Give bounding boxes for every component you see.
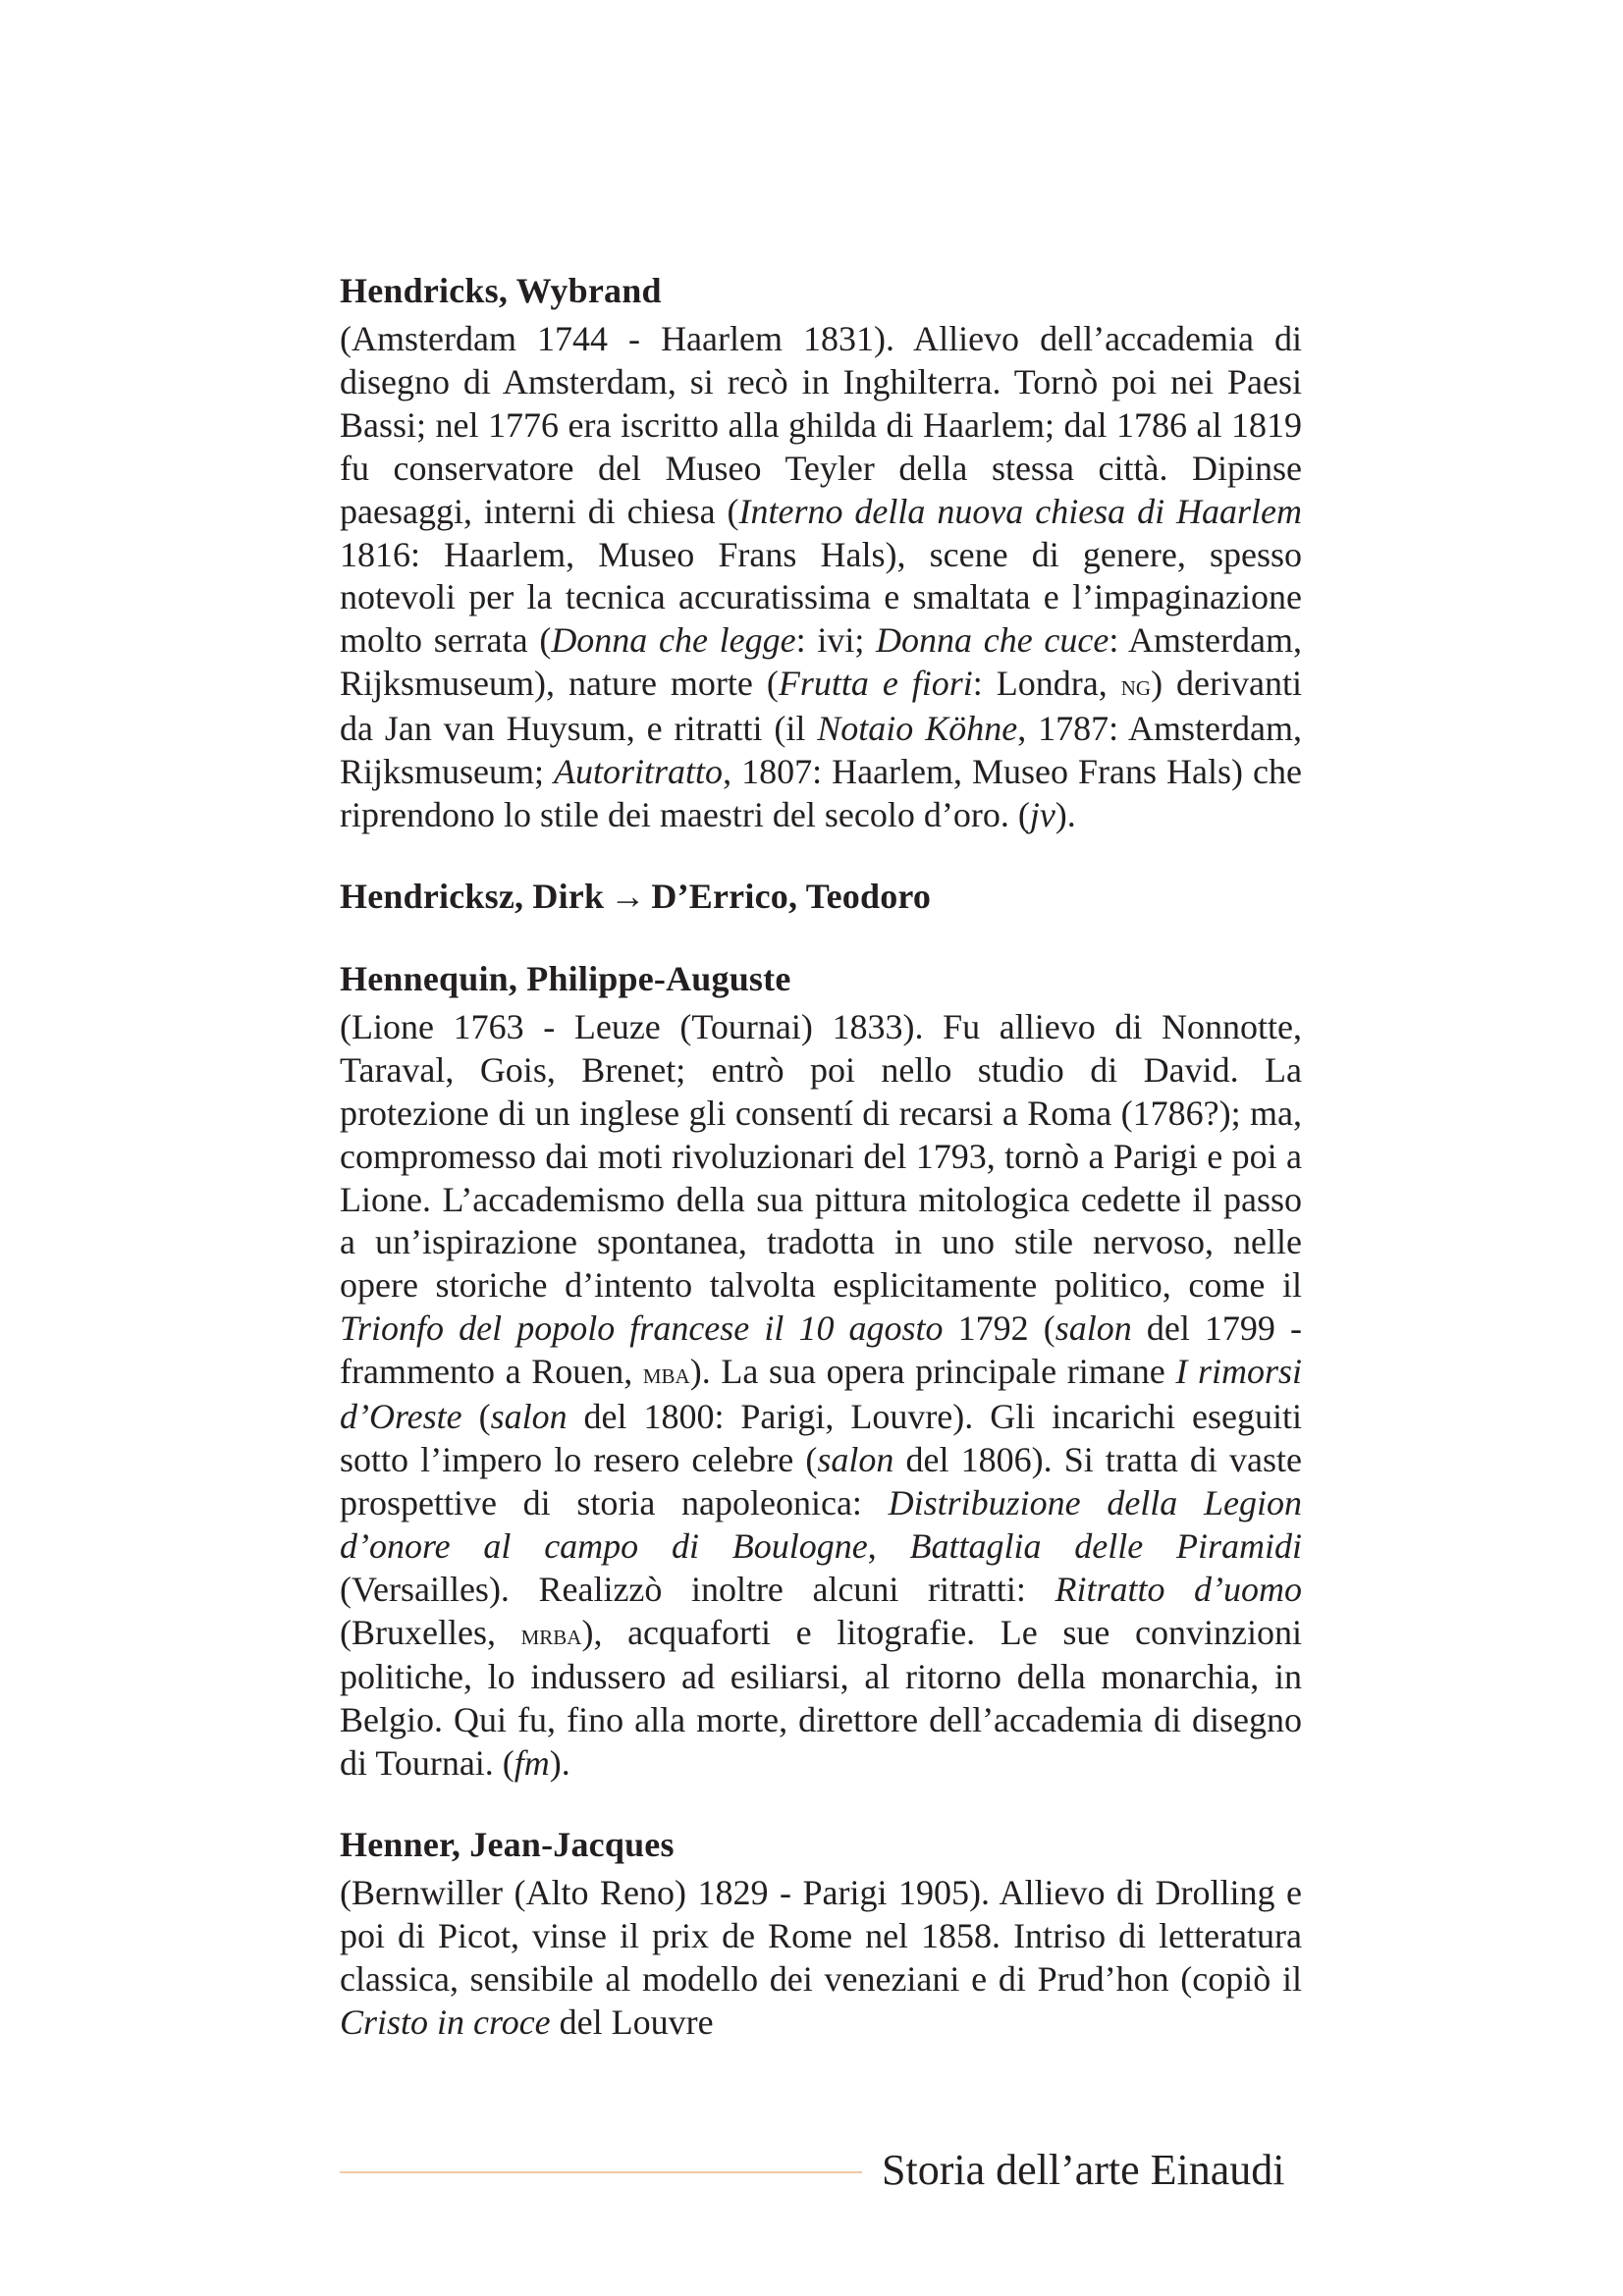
body-text: , 1787: Amsterdam, Rijksmuseum; xyxy=(340,709,1302,792)
body-text: (Bernwiller (Alto Reno) 1829 - Parigi 1905). Allievo di Drolling e poi di Picot, vinse il prix de Rome nel 1858. Intriso di letteratura classica, sensibile al modello dei veneziani e di Prud’hon (copiò il xyxy=(340,1873,1302,1999)
body-text: ) derivanti da Jan van Huysum, e ritratti (il xyxy=(340,664,1302,749)
entry-hendricksz-dirk xyxy=(340,873,1302,920)
body-text: ). xyxy=(549,1743,570,1784)
footer-title: Storia dell’arte Einaudi xyxy=(882,2146,1285,2194)
italic-title: fm xyxy=(514,1743,550,1784)
italic-title: Trionfo del popolo francese il 10 agosto xyxy=(340,1308,944,1349)
body-text: del 1806). Si tratta di vaste prospettive di storia napoleonica: xyxy=(340,1439,1303,1522)
entry-body xyxy=(340,318,1302,837)
body-text: del Louvre xyxy=(550,2002,714,2042)
body-text: (Bruxelles, xyxy=(340,1612,521,1652)
italic-title: jv xyxy=(1029,794,1055,834)
entry-title: Hendricksz, Dirk xyxy=(340,876,605,916)
body-text: : Londra, xyxy=(972,664,1121,704)
body-text: ). xyxy=(1055,794,1076,834)
body-text: : Amsterdam, Rijksmuseum), nature morte ( xyxy=(340,620,1302,704)
entry-title: Hennequin, Philippe-Auguste xyxy=(340,958,791,998)
body-text: del 1800: Parigi, Louvre). Gli incarichi eseguiti sotto l’impero lo resero celebre ( xyxy=(340,1397,1302,1479)
museum-abbreviation: mrba xyxy=(520,1618,582,1651)
body-text: del 1799 - frammento a Rouen, xyxy=(340,1308,1302,1392)
body-text: (Amsterdam 1744 - Haarlem 1831). Allievo dell’accademia di disegno di Amsterdam, si recò in Inghilterra. Tornò poi nei Paesi Bassi; nel 1776 era iscritto alla ghilda di Haarlem; dal 1786 al 1819 fu conservatore del Museo Teyler della stessa città. Dipinse paesaggi, interni di chiesa ( xyxy=(340,319,1302,531)
entry-hendricks-wybrand xyxy=(340,267,1302,837)
italic-title: salon xyxy=(490,1397,568,1437)
cross-reference-target[interactable]: D’Errico, Teodoro xyxy=(651,876,932,916)
entry-body xyxy=(340,1872,1302,2045)
body-text: 1816: Haarlem, Museo Frans Hals), scene di genere, spesso notevoli per la tecnica accuratissima e smaltata e l’impaginazione molto serrata ( xyxy=(340,534,1302,661)
italic-title: Frutta e fiori xyxy=(778,664,973,704)
italic-title: Notaio Köhne xyxy=(817,709,1018,749)
body-text: ), acquaforti e litografie. Le sue convinzioni politiche, lo indussero ad esiliarsi, al ritorno della monarchia, in Belgio. Qui fu, fino alla morte, direttore dell’accademia di disegno di Tournai. ( xyxy=(340,1612,1302,1784)
italic-title: Distribuzione della Legion d’onore al campo di Boulogne xyxy=(340,1482,1302,1566)
body-text: , 1807: Haarlem, Museo Frans Hals) che riprendono lo stile dei maestri del secolo d’oro. ( xyxy=(340,752,1302,834)
body-text: ). La sua opera principale rimane xyxy=(689,1352,1176,1392)
italic-title: Interno della nuova chiesa di Haarlem xyxy=(738,491,1303,531)
italic-title: salon xyxy=(1055,1308,1132,1349)
see-arrow-icon: → xyxy=(610,876,646,916)
italic-title: Ritratto d’uomo xyxy=(1055,1569,1303,1609)
body-text: ( xyxy=(461,1397,491,1437)
italic-title: I rimorsi d’Oreste xyxy=(340,1352,1302,1437)
body-text: , xyxy=(867,1525,910,1566)
entry-title: Henner, Jean-Jacques xyxy=(340,1825,675,1865)
entry-henner-jean-jacques xyxy=(340,1821,1302,2045)
body-text: (Lione 1763 - Leuze (Tournai) 1833). Fu allievo di Nonnotte, Taraval, Gois, Brenet; entrò poi nello studio di David. La protezione di un inglese gli consentí di recarsi a Roma (1786?); ma, compromesso dai moti rivoluzionari del 1793, tornò a Parigi e poi a Lione. L’accademismo della sua pittura mitologica cedette il passo a un’ispirazione spontanea, tradotta in uno stile nervoso, nelle opere storiche d’intento talvolta esplicitamente politico, come il xyxy=(340,1006,1302,1306)
italic-title: Donna che legge xyxy=(551,620,796,661)
italic-title: Cristo in croce xyxy=(340,2002,551,2042)
footer-rule xyxy=(340,2171,862,2173)
museum-abbreviation: ng xyxy=(1120,669,1152,703)
museum-abbreviation: mba xyxy=(642,1358,690,1391)
italic-title: Battaglia delle Piramidi xyxy=(909,1525,1303,1566)
entry-body xyxy=(340,1006,1302,1786)
body-text: : ivi; xyxy=(795,620,877,661)
entry-title-cross-reference xyxy=(340,873,1302,920)
italic-title: salon xyxy=(817,1439,894,1479)
entry-title: Hendricks, Wybrand xyxy=(340,271,662,310)
page-content xyxy=(340,267,1302,2045)
italic-title: Donna che cuce xyxy=(876,620,1109,661)
entry-hennequin-philippe-auguste xyxy=(340,955,1302,1786)
italic-title: Autoritratto xyxy=(554,752,724,792)
body-text: (Versailles). Realizzò inoltre alcuni ritratti: xyxy=(340,1569,1055,1609)
body-text: 1792 ( xyxy=(943,1308,1055,1349)
